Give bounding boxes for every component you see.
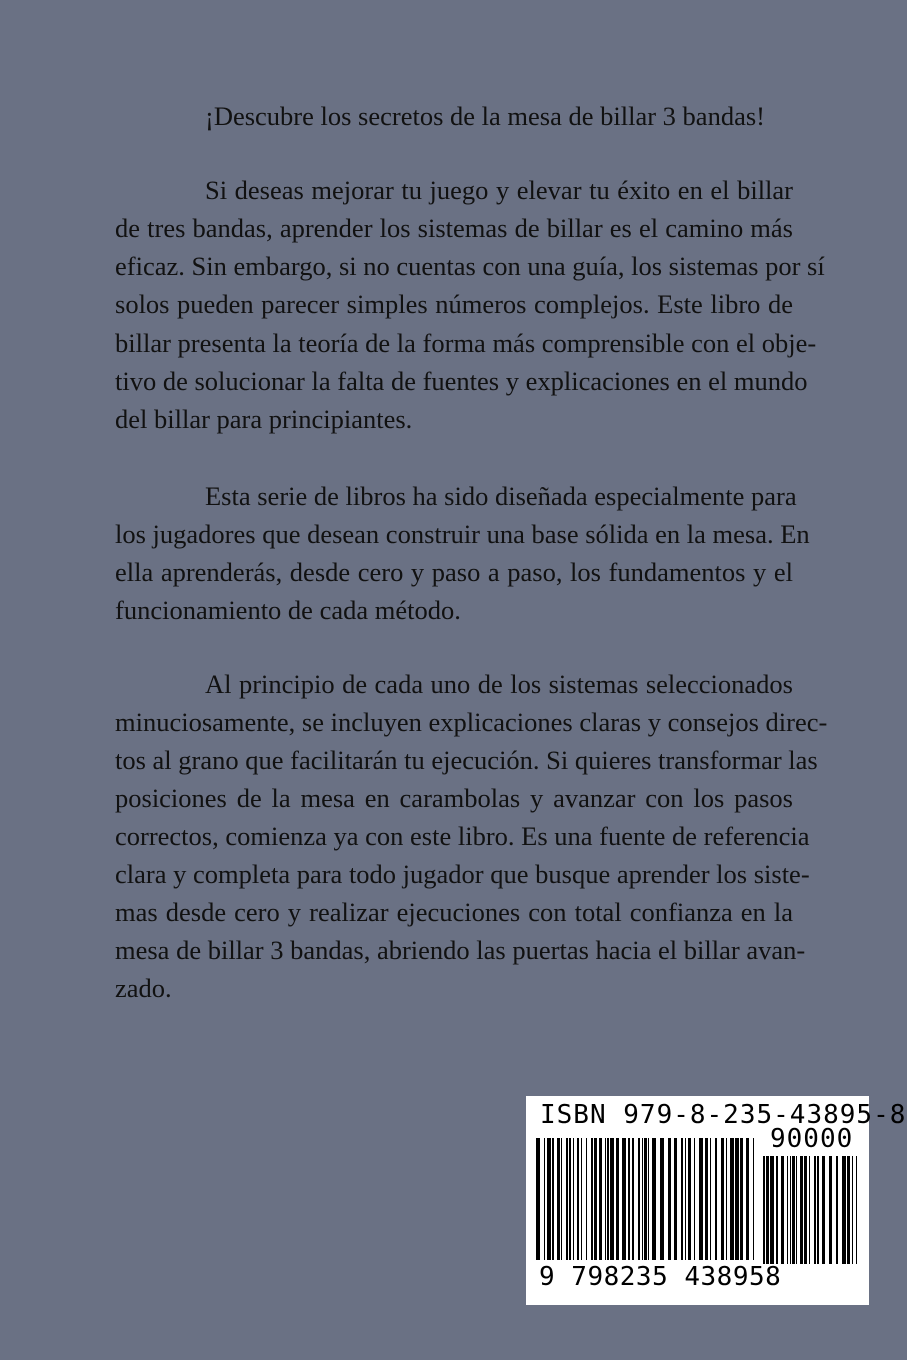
- barcode-digits: 9 798235 438958: [539, 1262, 782, 1292]
- paragraph-2-line-3: ella aprenderás, desde cero y paso a paso, los fundamentos y el: [115, 557, 793, 587]
- paragraph-2-line-1: Esta serie de libros ha sido diseñada especialmente para: [205, 481, 797, 511]
- paragraph-3-line-1: Al principio de cada uno de los sistemas seleccionados: [205, 669, 793, 699]
- barcode-addon-code: 90000: [770, 1124, 854, 1154]
- barcode-addon-bars: [763, 1156, 861, 1268]
- paragraph-3-line-5: correctos, comienza ya con este libro. Es una fuente de referencia: [115, 821, 810, 851]
- paragraph-3-line-6: clara y completa para todo jugador que busque aprender los siste-: [115, 859, 810, 889]
- barcode-bars: [536, 1138, 756, 1268]
- paragraph-1-line-5: billar presenta la teoría de la forma más comprensible con el obje-: [115, 328, 817, 358]
- paragraph-3-line-4: posiciones de la mesa en carambolas y avanzar con los pasos: [115, 783, 793, 813]
- paragraph-1-line-3: eficaz. Sin embargo, si no cuentas con una guía, los sistemas por sí: [115, 251, 825, 281]
- isbn-label: ISBN 979-8-235-43895-8: [540, 1100, 907, 1130]
- paragraph-1-line-6: tivo de solucionar la falta de fuentes y explicaciones en el mundo: [115, 366, 808, 396]
- headline: ¡Descubre los secretos de la mesa de billar 3 bandas!: [205, 101, 765, 131]
- paragraph-3-line-9: zado.: [115, 973, 172, 1003]
- paragraph-3-line-3: tos al grano que facilitarán tu ejecución. Si quieres transformar las: [115, 745, 818, 775]
- paragraph-3-line-2: minuciosamente, se incluyen explicaciones claras y consejos direc-: [115, 707, 828, 737]
- paragraph-3-line-8: mesa de billar 3 bandas, abriendo las puertas hacia el billar avan-: [115, 935, 806, 965]
- isbn-barcode: [526, 1096, 907, 1305]
- paragraph-1-line-4: solos pueden parecer simples números complejos. Este libro de: [115, 289, 793, 319]
- paragraph-1-line-7: del billar para principiantes.: [115, 404, 413, 434]
- paragraph-3-line-7: mas desde cero y realizar ejecuciones con total confianza en la: [115, 897, 793, 927]
- paragraph-2-line-2: los jugadores que desean construir una base sólida en la mesa. En: [115, 519, 810, 549]
- paragraph-1-line-1: Si deseas mejorar tu juego y elevar tu éxito en el billar: [205, 175, 793, 205]
- paragraph-2-line-4: funcionamiento de cada método.: [115, 595, 461, 625]
- paragraph-1-line-2: de tres bandas, aprender los sistemas de billar es el camino más: [115, 213, 793, 243]
